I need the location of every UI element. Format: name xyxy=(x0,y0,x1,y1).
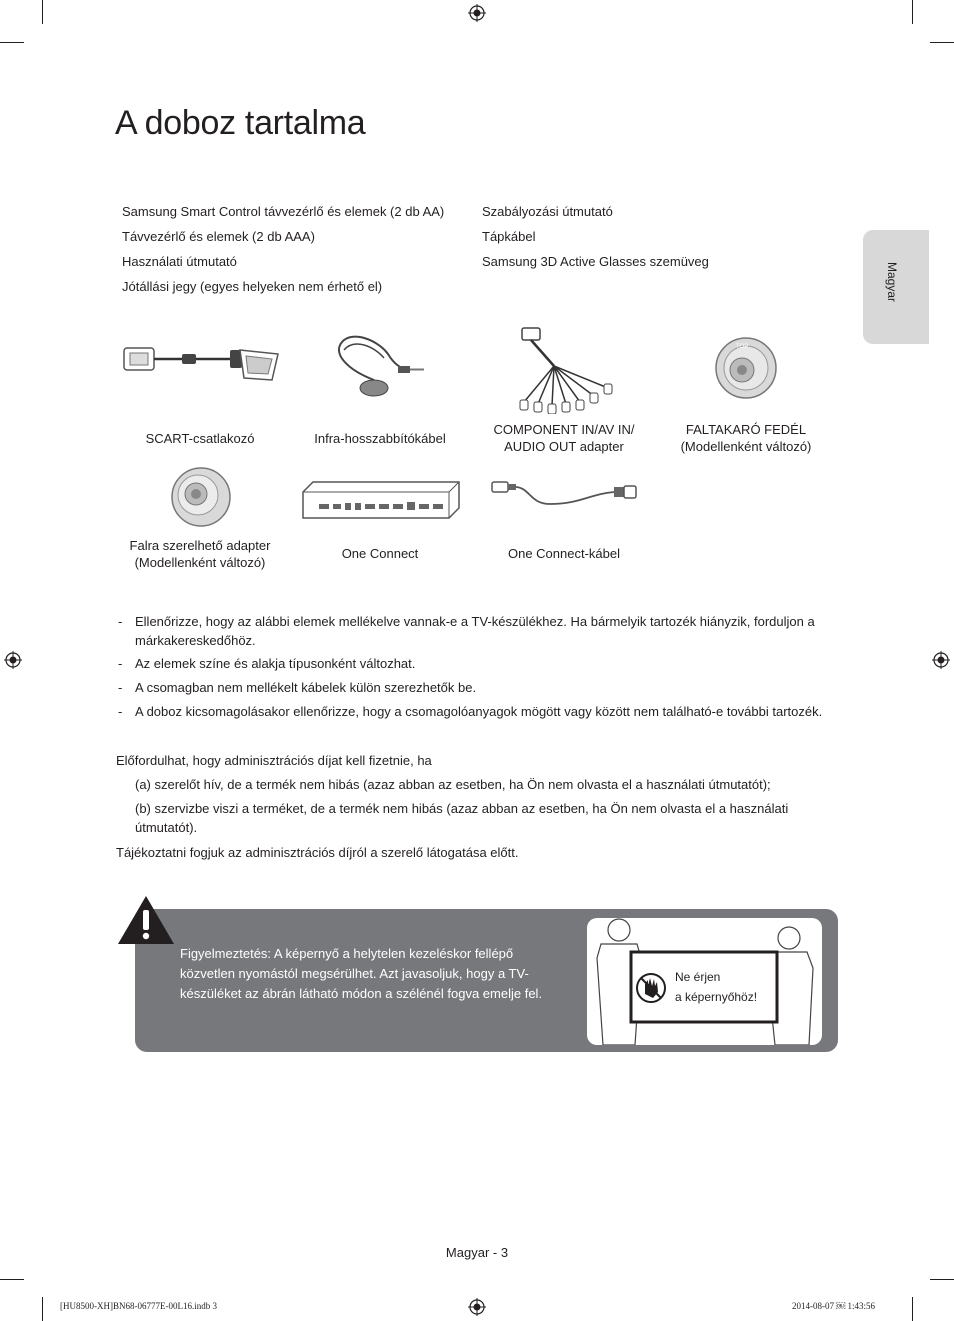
one-connect-cable-icon xyxy=(490,474,640,514)
note-item xyxy=(118,612,835,650)
registration-mark-icon xyxy=(4,651,22,669)
accessory-caption: One Connect-kábel xyxy=(507,546,620,561)
bullet-dash: - xyxy=(118,704,123,719)
wall-cover-cap-icon xyxy=(714,336,778,400)
crop-mark xyxy=(42,1297,43,1321)
footer-timestamp: 2014-08-07 ￼ 1:43:56 xyxy=(792,1301,875,1311)
component-av-adapter-icon xyxy=(514,326,620,414)
note-item xyxy=(118,702,855,721)
registration-mark-icon xyxy=(468,4,486,22)
crop-mark xyxy=(930,1279,954,1280)
registration-mark-icon xyxy=(468,1298,486,1316)
note-text: Ellenőrizze, hogy az alábbi elemek mellékelve vannak-e a TV-készülékhez. Ha bármelyik tartozék hiányzik, forduljon a márkakereskedőhöz. xyxy=(135,614,815,648)
bullet-dash: - xyxy=(118,656,123,671)
list-item: Samsung 3D Active Glasses szemüveg xyxy=(482,254,709,269)
ir-extender-cable-icon xyxy=(328,330,428,404)
list-item: Jótállási jegy (egyes helyeken nem érhető el) xyxy=(122,279,383,294)
admin-fee-outro: Tájékoztatni fogjuk az adminisztrációs díjról a szerelő látogatása előtt. xyxy=(116,845,519,860)
page-title: A doboz tartalma xyxy=(115,104,366,142)
note-item xyxy=(118,678,835,697)
note-text: Az elemek színe és alakja típusonként változhat. xyxy=(135,656,416,671)
illustration-caption-line1: Ne érjen xyxy=(675,970,721,984)
list-item: Használati útmutató xyxy=(122,254,237,269)
wall-mount-adapter-icon xyxy=(170,466,232,528)
crop-mark xyxy=(912,0,913,24)
note-text: A doboz kicsomagolásakor ellenőrizze, hogy a csomagolóanyagok mögött vagy között nem található-e további tartozék. xyxy=(135,704,823,719)
crop-mark xyxy=(0,1279,24,1280)
warning-text xyxy=(180,944,565,1004)
list-item: Tápkábel xyxy=(482,229,536,244)
bullet-dash: - xyxy=(118,680,123,695)
accessory-caption: COMPONENT IN/AV IN/ AUDIO OUT adapter xyxy=(493,422,635,454)
list-item: Távvezérlő és elemek (2 db AAA) xyxy=(122,229,315,244)
note-text: A csomagban nem mellékelt kábelek külön szerezhetők be. xyxy=(135,680,477,695)
crop-mark xyxy=(930,42,954,43)
one-connect-box-icon xyxy=(301,478,461,522)
crop-mark xyxy=(0,42,24,43)
note-item xyxy=(118,654,835,673)
registration-mark-icon xyxy=(932,651,950,669)
accessory-caption: SCART-csatlakozó xyxy=(145,431,255,446)
footer-file-info: [HU8500-XH]BN68-06777E-00L16.indb 3 xyxy=(60,1301,217,1311)
warning-triangle-icon xyxy=(116,894,176,946)
crop-mark xyxy=(912,1297,913,1321)
list-item: Szabályozási útmutató xyxy=(482,204,613,219)
scart-cable-icon xyxy=(122,338,282,388)
illustration-caption-line2: a képernyőhöz! xyxy=(675,990,758,1004)
page-number: Magyar - 3 xyxy=(445,1245,509,1260)
list-item: Samsung Smart Control távvezérlő és elemek (2 db AA) xyxy=(122,204,445,219)
tv-handling-illustration xyxy=(587,918,822,1045)
side-tab-label: Magyar xyxy=(885,262,899,303)
admin-fee-case-a: (a) szerelőt hív, de a termék nem hibás (azaz abban az esetben, ha Ön nem olvasta el a használati útmutatót); xyxy=(135,777,771,792)
warning-label: Figyelmeztetés xyxy=(180,946,268,961)
accessory-caption: Infra-hosszabbítókábel xyxy=(314,431,446,446)
admin-fee-intro: Előfordulhat, hogy adminisztrációs díjat kell fizetnie, ha xyxy=(116,753,432,768)
svg-text:TOP: TOP xyxy=(736,344,749,350)
accessory-caption: One Connect xyxy=(341,546,419,561)
language-side-tab xyxy=(863,230,929,344)
bullet-dash: - xyxy=(118,614,123,629)
accessory-caption: Falra szerelhető adapter (Modellenként változó) xyxy=(129,538,271,570)
warning-body: : A képernyő a helytelen kezeléskor fellépő közvetlen nyomástól megsérülhet. Azt javasoljuk, hogy a TV-készüléket az ábrán látható módon a szélénél fogva emelje fel. xyxy=(180,946,543,1001)
accessory-caption: FALTAKARÓ FEDÉL (Modellenként változó) xyxy=(680,422,812,454)
admin-fee-case-b: (b) szervizbe viszi a terméket, de a termék nem hibás (azaz abban az esetben, ha Ön nem olvasta el a használati útmutatót). xyxy=(135,801,789,835)
crop-mark xyxy=(42,0,43,24)
